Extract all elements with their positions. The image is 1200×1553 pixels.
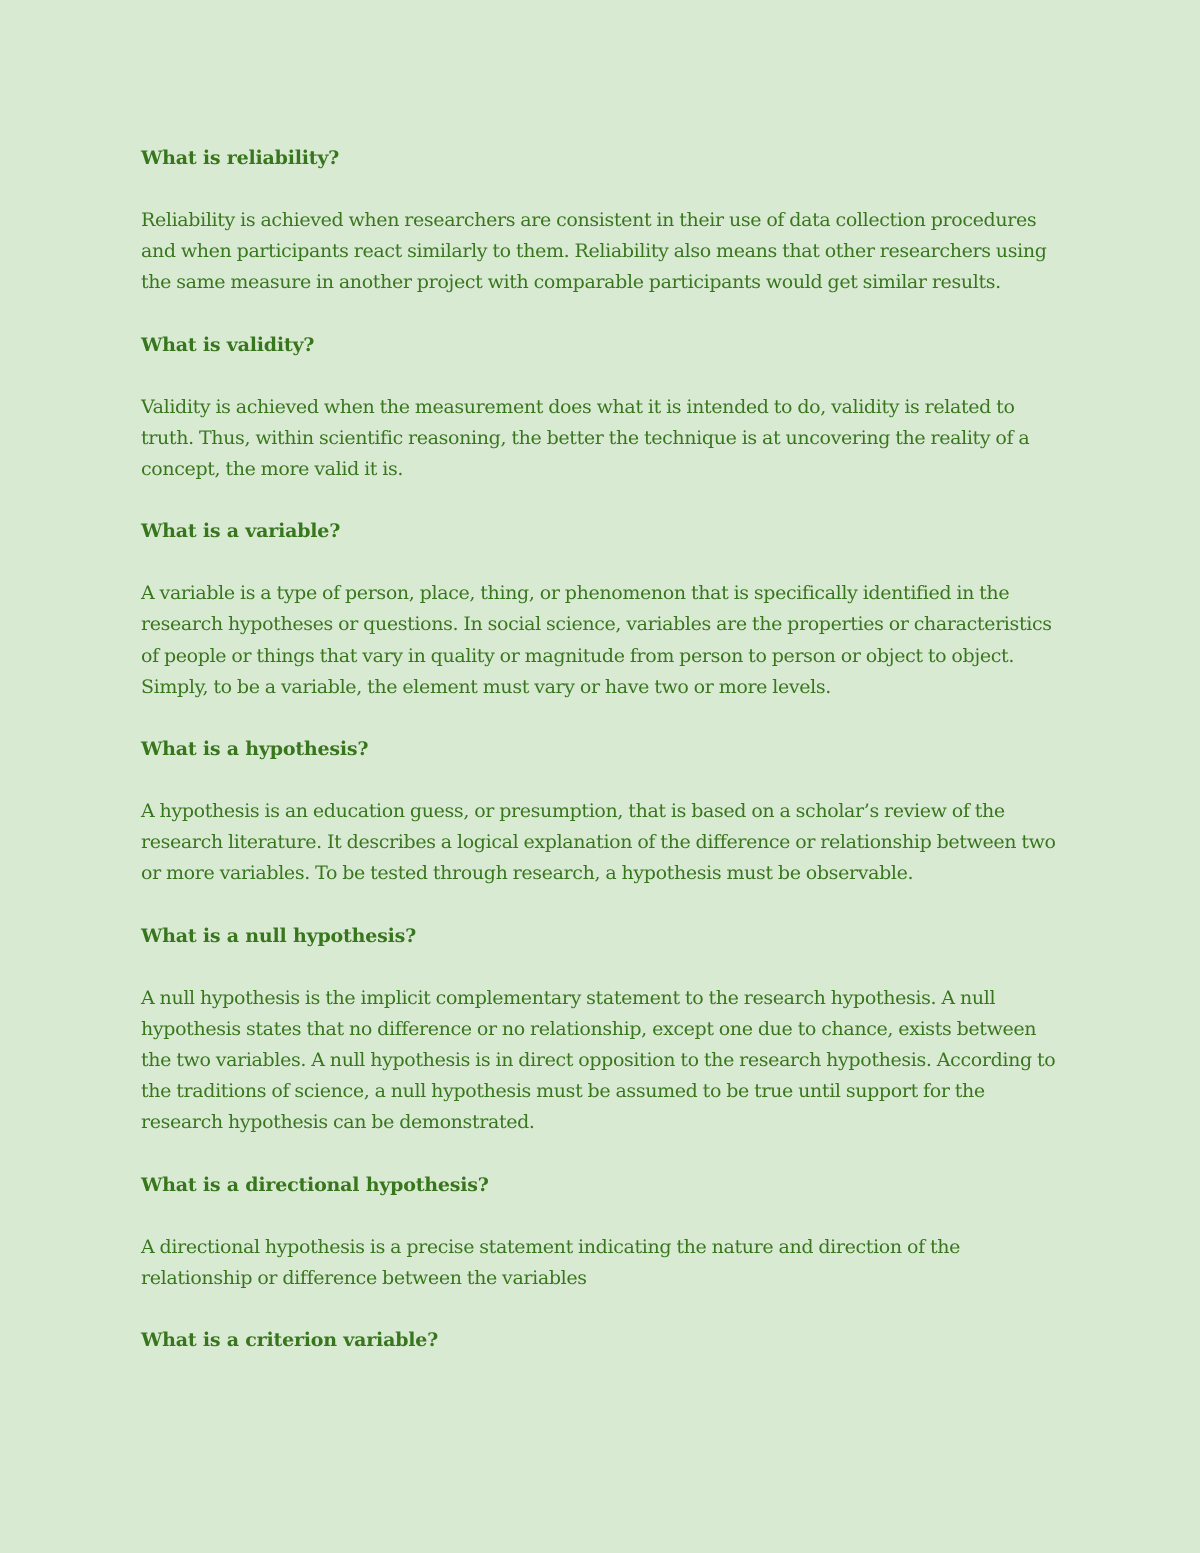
section-directional-hypothesis (141, 1170, 1061, 1294)
section-validity (141, 330, 1061, 486)
section-reliability (141, 143, 1061, 299)
section-criterion-variable (141, 1325, 1061, 1356)
question-heading: What is a criterion variable? (141, 1329, 439, 1352)
answer-paragraph: Reliability is achieved when researchers are consistent in their use of data collection procedures and when participants react similarly to them. Reliability also means that other researchers using the same measure in another project with comparable participants would get similar results. (141, 209, 1047, 294)
answer-paragraph: A null hypothesis is the implicit complementary statement to the research hypothesis. A null hypothesis states that no difference or no relationship, except one due to chance, exists between the two variables. A null hypothesis is in direct opposition to the research hypothesis. According to the traditions of science, a null hypothesis must be assumed to be true until support for the research hypothesis can be demonstrated. (141, 986, 1056, 1134)
question-heading: What is reliability? (141, 147, 340, 169)
document-page (141, 143, 1061, 1387)
question-heading: What is a directional hypothesis? (141, 1173, 489, 1196)
question-heading: What is a null hypothesis? (141, 924, 417, 947)
question-heading: What is a variable? (141, 520, 341, 543)
section-hypothesis (141, 734, 1061, 890)
section-variable (141, 516, 1061, 703)
question-heading: What is a hypothesis? (141, 738, 369, 761)
answer-paragraph: Validity is achieved when the measurement does what it is intended to do, validity is related to truth. Thus, within scientific reasoning, the better the technique is at uncovering the reality of a concept, the more valid it is. (141, 395, 1030, 481)
question-heading: What is validity? (141, 333, 315, 356)
answer-paragraph: A variable is a type of person, place, thing, or phenomenon that is specifically identified in the research hypotheses or questions. In social science, variables are the properties or characteristics of people or things that vary in quality or magnitude from person to person or object to object. Simply, to be a variable, the element must vary or have two or more levels. (141, 582, 1052, 698)
answer-paragraph: A directional hypothesis is a precise statement indicating the nature and direction of the relationship or difference between the variables (141, 1235, 961, 1289)
answer-paragraph: A hypothesis is an education guess, or presumption, that is based on a scholar’s review of the research literature. It describes a logical explanation of the difference or relationship between two or more variables. To be tested through research, a hypothesis must be observable. (141, 800, 1056, 885)
section-null-hypothesis (141, 921, 1061, 1139)
